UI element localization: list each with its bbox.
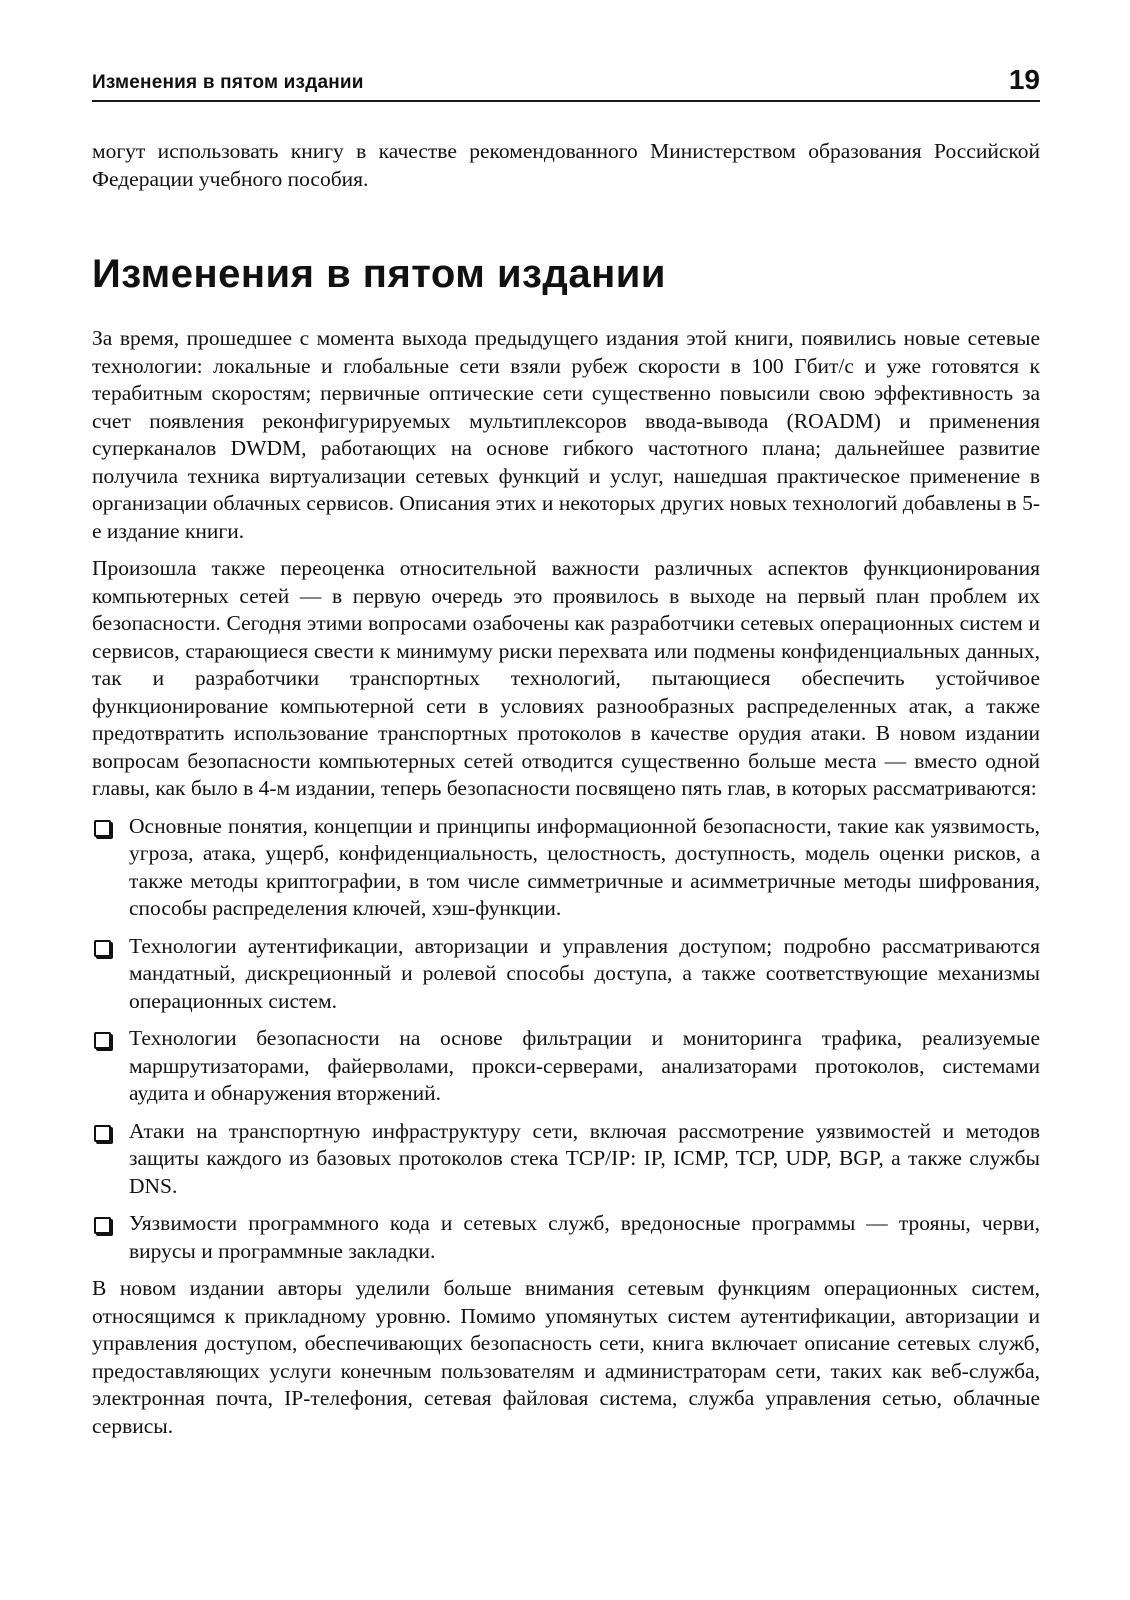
running-header — [92, 64, 1040, 102]
checkbox-bullet-icon — [94, 1125, 111, 1142]
paragraph-new-technologies: За время, прошедшее с момента выхода предыдущего издания этой книги, появились новые сетевые технологии: локальные и глобальные сети взяли рубеж скорости в 100 Гбит/с и уже готовятся к терабитным скоростям; первичные оптические сети существенно повысили свою эффективность за счет появления реконфигурируемых мультиплексоров ввода-вывода (ROADM) и применения суперканалов DWDM, работающих на основе гибкого частотного плана; дальнейшее развитие получила техника виртуализации сетевых функций и услуг, нашедшая практическое применение в организации облачных сервисов. Описания этих и некоторых других новых технологий добавлены в 5-е издание книги. — [92, 326, 1040, 543]
checkbox-bullet-icon — [94, 1217, 111, 1234]
page-content — [92, 138, 1040, 1440]
continued-paragraph: могут использовать книгу в качестве рекомендованного Министерством образования Российской Федерации учебного пособия. — [92, 139, 1040, 191]
list-item-text: Уязвимости программного кода и сетевых служб, вредоносные программы — трояны, черви, вирусы и программные закладки. — [129, 1211, 1040, 1263]
checkbox-bullet-icon — [94, 820, 111, 837]
list-item-text: Основные понятия, концепции и принципы информационной безопасности, такие как уязвимость, угроза, атака, ущерб, конфиденциальность, целостность, доступность, модель оценки рисков, а также методы криптографии, в том числе симметричные и асимметричные методы шифрования, способы распределения ключей, хэш-функции. — [129, 813, 1040, 920]
list-item — [92, 813, 1040, 923]
security-topics-list — [92, 813, 1040, 1266]
list-item-text: Атаки на транспортную инфраструктуру сети, включая рассмотрение уязвимостей и методов защиты каждого из базовых протоколов стека TCP/IP: IP, ICMP, TCP, UDP, BGP, а также службы DNS. — [129, 1118, 1040, 1198]
checkbox-bullet-icon — [94, 1032, 111, 1049]
list-item-text: Технологии аутентификации, авторизации и управления доступом; подробно рассматриваются мандатный, дискреционный и ролевой способы доступа, а также соответствующие механизмы операционных систем. — [129, 933, 1040, 1013]
list-item-text: Технологии безопасности на основе фильтрации и мониторинга трафика, реализуемые маршрутизаторами, файерволами, прокси-серверами, анализаторами протоколов, системами аудита и обнаружения вторжений. — [129, 1026, 1040, 1105]
book-page — [92, 0, 1040, 1600]
list-item — [92, 1118, 1040, 1201]
running-title: Изменения в пятом издании — [92, 72, 364, 93]
list-item — [92, 1025, 1040, 1108]
list-item — [92, 1210, 1040, 1265]
page-number: 19 — [1008, 64, 1040, 95]
checkbox-bullet-icon — [94, 940, 111, 957]
section-heading: Изменения в пятом издании — [92, 252, 666, 296]
list-item — [92, 933, 1040, 1016]
paragraph-closing: В новом издании авторы уделили больше внимания сетевым функциям операционных систем, относящимся к прикладному уровню. Помимо упомянутых систем аутентификации, авторизации и управления доступом, обеспечивающих безопасность сети, книга включает описание сетевых служб, предоставляющих услуги конечным пользователям и администраторам сети, таких как веб-служба, электронная почта, IP-телефония, сетевая файловая система, служба управления сетью, облачные сервисы. — [92, 1276, 1040, 1438]
paragraph-security-focus: Произошла также переоценка относительной важности различных аспектов функционирования компьютерных сетей — в первую очередь это проявилось в выходе на первый план проблем их безопасности. Сегодня этими вопросами озабочены как разработчики сетевых операционных систем и сервисов, старающиеся свести к минимуму риски перехвата или подмены конфиденциальных данных, так и разработчики транспортных технологий, пытающиеся обеспечить устойчивое функционирование компьютерной сети в условиях разнообразных распределенных атак, а также предотвратить использование транспортных протоколов в качестве орудия атаки. В новом издании вопросам безопасности компьютерных сетей отводится существенно больше места — вместо одной главы, как было в 4-м издании, теперь безопасности посвящено пять глав, в которых рассматриваются: — [92, 556, 1040, 800]
